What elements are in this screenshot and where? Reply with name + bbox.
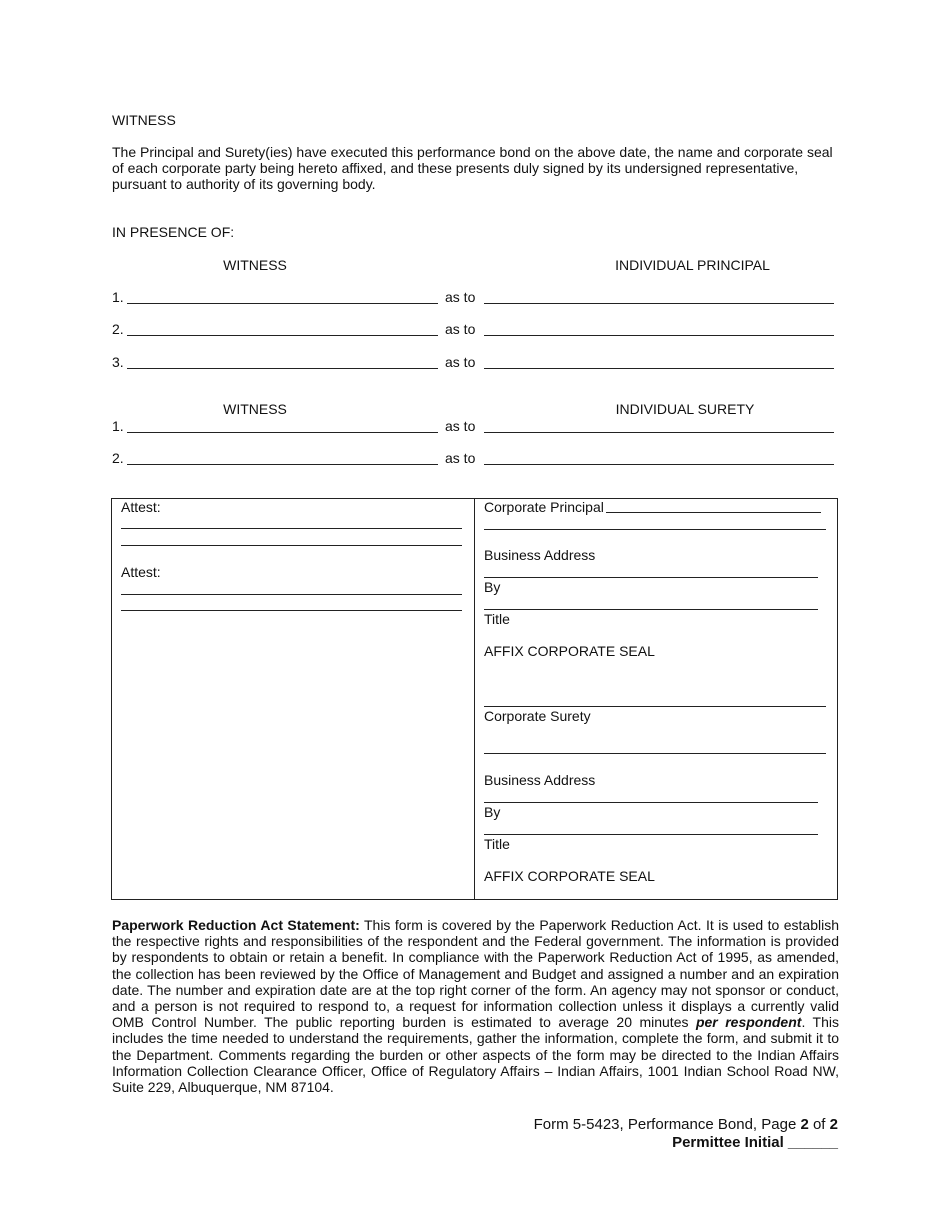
by-label-1: By: [484, 579, 501, 595]
individual-surety-header: INDIVIDUAL SURETY: [615, 401, 755, 417]
row-number: 1.: [112, 289, 124, 305]
witness-signature-line[interactable]: [127, 303, 438, 304]
principal-signature-line[interactable]: [484, 368, 834, 369]
form-label: Form 5-5423, Performance Bond, Page: [533, 1116, 801, 1133]
attest-signature-line-1a[interactable]: [121, 528, 462, 529]
in-presence-of-label: IN PRESENCE OF:: [112, 224, 235, 240]
as-to-label: as to: [445, 354, 476, 370]
corporate-principal-line-2[interactable]: [484, 529, 826, 530]
page-total: 2: [829, 1116, 838, 1133]
row-number: 2.: [112, 450, 124, 466]
corporate-principal-line[interactable]: [606, 512, 821, 513]
business-address-line-2[interactable]: [484, 802, 818, 803]
title-label-1: Title: [484, 611, 510, 627]
principal-signature-line[interactable]: [484, 335, 834, 336]
attest-signature-line-1b[interactable]: [121, 545, 462, 546]
surety-signature-line[interactable]: [484, 464, 834, 465]
row-number: 2.: [112, 321, 124, 337]
as-to-label: as to: [445, 321, 476, 337]
by-label-2: By: [484, 804, 501, 820]
permittee-initial[interactable]: Permittee Initial ______: [672, 1134, 838, 1151]
by-line-1[interactable]: [484, 609, 818, 610]
corporate-principal-label: Corporate Principal: [484, 499, 604, 515]
business-address-label-1: Business Address: [484, 547, 596, 563]
page-current: 2: [800, 1116, 809, 1133]
surety-signature-line[interactable]: [484, 432, 834, 433]
business-address-line-1[interactable]: [484, 577, 818, 578]
by-line-2[interactable]: [484, 834, 818, 835]
affix-seal-label-2: AFFIX CORPORATE SEAL: [484, 868, 655, 884]
as-to-label: as to: [445, 418, 476, 434]
witness-signature-line[interactable]: [127, 432, 438, 433]
surety-witness-header: WITNESS: [223, 401, 287, 417]
principal-signature-line[interactable]: [484, 303, 834, 304]
attest-label-1: Attest:: [121, 499, 161, 515]
witness-signature-line[interactable]: [127, 335, 438, 336]
affix-seal-label-1: AFFIX CORPORATE SEAL: [484, 643, 655, 659]
as-to-label: as to: [445, 450, 476, 466]
corporate-surety-label: Corporate Surety: [484, 708, 591, 724]
paperwork-emphasis: per respondent: [695, 1014, 802, 1031]
paperwork-heading: Paperwork Reduction Act Statement:: [112, 917, 360, 933]
box-divider: [474, 498, 475, 900]
row-number: 1.: [112, 418, 124, 434]
paperwork-reduction-statement: [112, 917, 839, 1095]
principal-witness-header: WITNESS: [223, 257, 287, 273]
witness-signature-line[interactable]: [127, 464, 438, 465]
paperwork-text-2: . This includes the time needed to understand the requirements, gather the information, complete the form, and submit it to the Department. Comments regarding the burden or other aspects of the form may be directed to the Indian Affairs Information Collection Clearance Officer, Office of Regulatory Affairs – Indian Affairs, 1001 Indian School Road NW, Suite 229, Albuquerque, NM 87104.: [112, 1014, 839, 1096]
corporate-surety-line[interactable]: [484, 706, 826, 707]
paperwork-text-1: This form is covered by the Paperwork Reduction Act. It is used to establish the respective rights and responsibilities of the respondent and the Federal government. The information is provided by respondents to obtain or retain a benefit. In compliance with the Paperwork Reduction Act of 1995, as amended, the collection has been reviewed by the Office of Management and Budget and assigned a number and an expiration date. The number and expiration date are at the top right corner of the form. An agency may not sponsor or conduct, and a person is not required to respond to, a request for information collection unless it displays a currently valid OMB Control Number. The public reporting burden is estimated to average 20 minutes: [112, 917, 839, 1031]
witness-signature-line[interactable]: [127, 368, 438, 369]
title-label-2: Title: [484, 836, 510, 852]
attest-signature-line-2a[interactable]: [121, 594, 462, 595]
individual-principal-header: INDIVIDUAL PRINCIPAL: [615, 257, 770, 273]
witness-heading: WITNESS: [112, 112, 176, 128]
row-number: 3.: [112, 354, 124, 370]
corporate-surety-line-2[interactable]: [484, 753, 826, 754]
attest-signature-line-2b[interactable]: [121, 610, 462, 611]
intro-paragraph: The Principal and Surety(ies) have executed this performance bond on the above date, the name and corporate seal of each corporate party being hereto affixed, and these presents duly signed by its undersigned representative, pursuant to authority of its governing body.: [112, 144, 833, 193]
business-address-label-2: Business Address: [484, 772, 596, 788]
form-page-label: [534, 1116, 838, 1133]
page-of: of: [808, 1116, 830, 1133]
as-to-label: as to: [445, 289, 476, 305]
attest-label-2: Attest:: [121, 564, 161, 580]
